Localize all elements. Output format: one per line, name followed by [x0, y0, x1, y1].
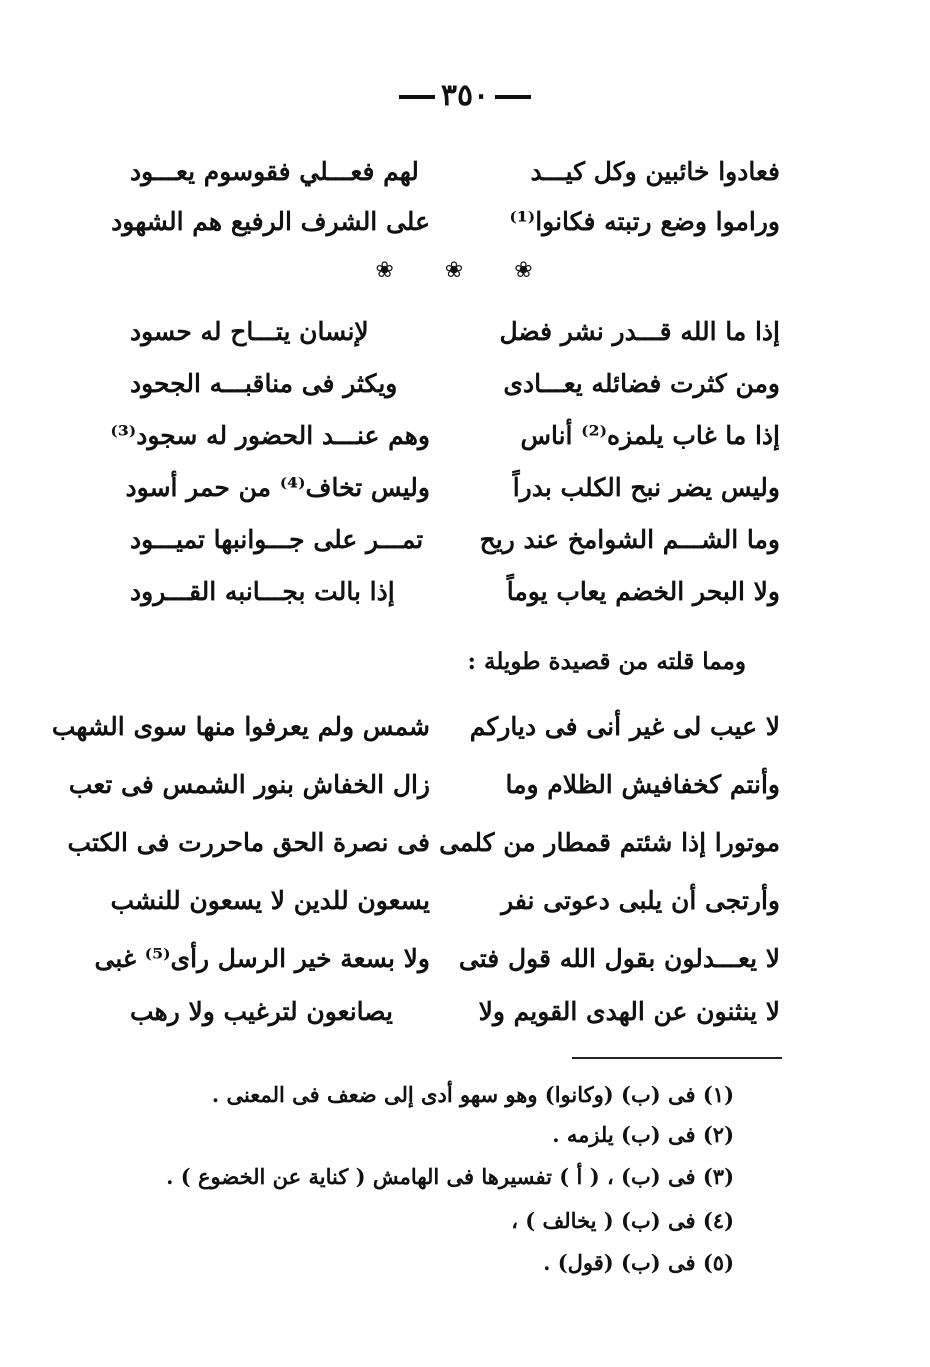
verse-line	[130, 362, 780, 414]
hemistich-first: لا ينثنون عن الهدى القويم ولا	[478, 997, 780, 1026]
verse-line	[94, 937, 780, 989]
hemistich-first: وما الشـــم الشوامخ عند ريح	[479, 525, 780, 554]
hemistich-second: شمس ولم يعرفوا منها سوى الشهب	[51, 712, 430, 741]
hemistich-first: وأرتجى أن يلبى دعوتى نفر	[501, 886, 780, 915]
hemistich-second: إذا بالت بجـــانبه القـــرود	[130, 577, 395, 606]
verse-line	[130, 150, 780, 202]
footnote: (٤) فى (ب) ( يخالف ) ،	[511, 1208, 734, 1233]
hemistich-second: ولا بسعة خير الرسل رأى⁽⁵⁾ غبى	[94, 944, 430, 973]
hemistich-first: وأنتم كخفافيش الظلام وما	[505, 770, 780, 799]
hemistich-first: ومن كثرت فضائله يعـــادى	[503, 369, 780, 398]
verse-line	[110, 879, 780, 931]
hemistich-first: وراموا وضع رتبته فكانوا⁽¹⁾	[509, 207, 780, 236]
verse-line	[110, 414, 780, 466]
section-separator: ❀ ❀ ❀	[375, 258, 555, 283]
hemistich-first: فعادوا خائبين وكل كيـــد	[530, 157, 780, 186]
footnote: (٣) فى (ب) ، ( أ ) تفسيرها فى الهامش ( كناية عن الخضوع ) .	[166, 1164, 734, 1189]
hemistich-second: يسعون للدين لا يسعون للنشب	[110, 886, 430, 915]
hemistich-second: ويكثر فى مناقبـــه الجحود	[130, 369, 398, 398]
hemistich-first: إذا ما الله قـــدر نشر فضل	[499, 317, 780, 346]
hemistich-first: موتورا إذا شئتم قمطار من كلمى	[439, 828, 780, 857]
verse-line	[67, 821, 780, 873]
page-number-text: ٣٥٠	[440, 78, 490, 113]
hemistich-first: لا عيب لى غير أنى فى دياركم	[469, 712, 780, 741]
footnote: (٢) فى (ب) يلزمه .	[552, 1122, 734, 1147]
hemistich-second: فى نصرة الحق ماحررت فى الكتب	[67, 828, 430, 857]
footnote-divider	[572, 1057, 782, 1059]
verse-line	[125, 466, 780, 518]
page-number	[0, 78, 930, 113]
hemistich-second: وهم عنـــد الحضور له سجود⁽³⁾	[110, 421, 430, 450]
hemistich-second: يصانعون لترغيب ولا رهب	[130, 997, 393, 1026]
hemistich-second: زال الخفاش بنور الشمس فى تعب	[68, 770, 430, 799]
verse-line	[130, 310, 780, 362]
verse-line	[130, 990, 780, 1042]
hemistich-first: وليس يضر نبح الكلب بدراً	[512, 473, 780, 502]
hemistich-second: تمـــر على جـــوانبها تميـــود	[130, 525, 424, 554]
hemistich-second: لإنسان يتـــاح له حسود	[130, 317, 369, 346]
hemistich-first: إذا ما غاب يلمزه⁽²⁾ أناس	[520, 421, 780, 450]
verse-line	[51, 705, 780, 757]
verse-line	[68, 763, 780, 815]
footnote: (٥) فى (ب) (قول) .	[543, 1250, 734, 1275]
hemistich-first: ولا البحر الخضم يعاب يوماً	[506, 577, 780, 606]
footnote: (١) فى (ب) (وكانوا) وهو سهو أدى إلى ضعف فى المعنى .	[211, 1082, 734, 1107]
hemistich-second: لهم فعـــلي فقوسوم يعـــود	[130, 157, 419, 186]
hemistich-second: وليس تخاف⁽⁴⁾ من حمر أسود	[125, 473, 430, 502]
verse-line	[130, 570, 780, 622]
hemistich-first: لا يعـــدلون بقول الله قول فتى	[458, 944, 780, 973]
verse-line	[130, 518, 780, 570]
hemistich-second: على الشرف الرفيع هم الشهود	[111, 207, 430, 236]
poem-intro: ومما قلته من قصيدة طويلة :	[467, 648, 746, 675]
verse-line	[111, 200, 780, 252]
